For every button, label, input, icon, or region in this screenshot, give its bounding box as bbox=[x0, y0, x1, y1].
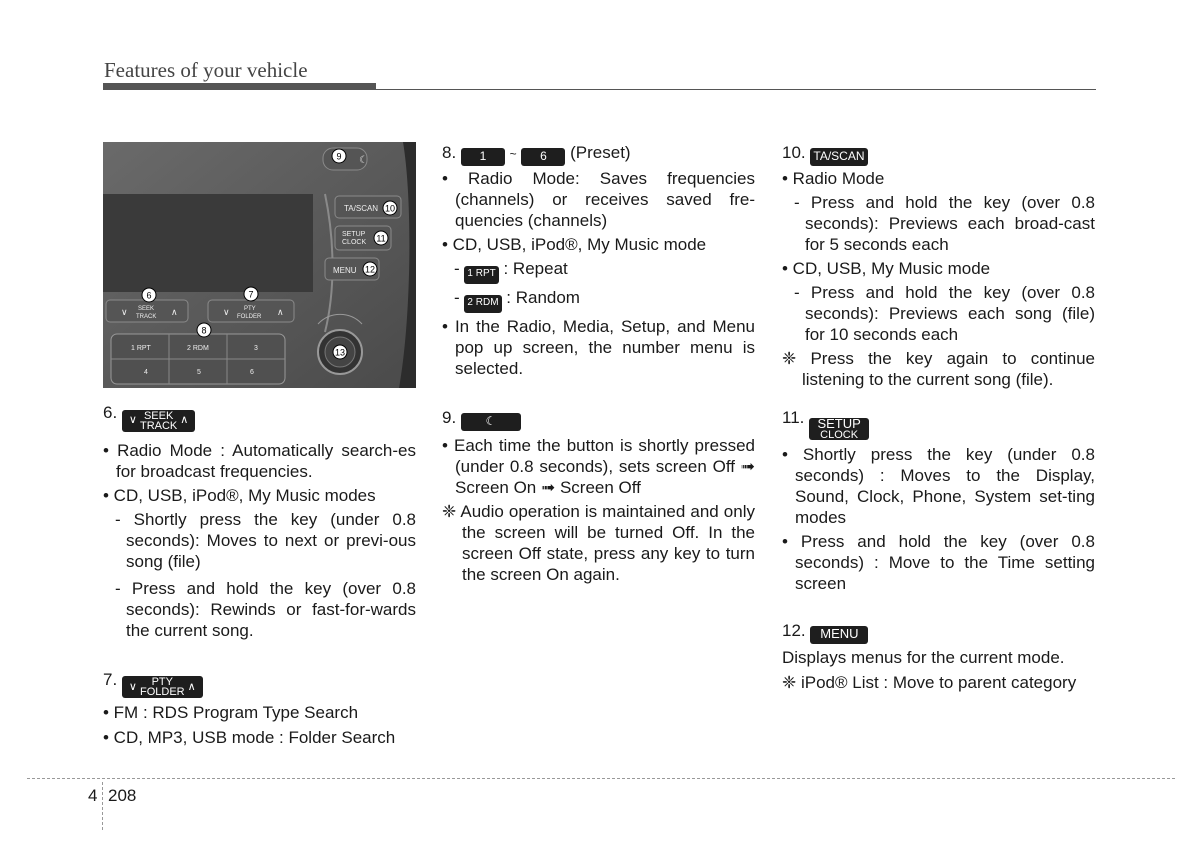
s10-dash-1: - Press and hold the key (over 0.8 seconds): Previews each broad-cast for 5 seconds each bbox=[794, 193, 1095, 254]
pty-key-bottom: FOLDER bbox=[139, 686, 185, 698]
s8-dash-1 bbox=[442, 258, 755, 284]
s7-bullet-2: • CD, MP3, USB mode : Folder Search bbox=[103, 728, 396, 747]
preset-hw-5: 5 bbox=[197, 369, 201, 376]
s10-note: ❈ Press the key again to continue listening to the current song (file). bbox=[782, 349, 1095, 389]
pty-folder-key bbox=[122, 676, 203, 698]
page-header-title: Features of your vehicle bbox=[104, 58, 308, 82]
s8-bullet-1: • Radio Mode: Saves frequencies (channels) or receives saved fre-quencies (channels) bbox=[442, 169, 755, 230]
menu-hw-label: MENU bbox=[333, 266, 357, 275]
callout-7: 7 bbox=[248, 289, 254, 300]
repeat-text: : Repeat bbox=[503, 259, 568, 278]
callout-10: 10 bbox=[384, 203, 396, 214]
preset-hw-4: 4 bbox=[144, 369, 148, 376]
preset-hw-6: 6 bbox=[250, 369, 254, 376]
pty-key-top: PTY bbox=[151, 676, 173, 688]
column-2 bbox=[442, 142, 755, 585]
preset-hw-3: 3 bbox=[254, 345, 258, 352]
s8-dash-2 bbox=[442, 287, 755, 313]
callout-12: 12 bbox=[364, 264, 376, 275]
preset-6-key: 6 bbox=[521, 148, 565, 166]
section-12-number: 12. bbox=[782, 621, 806, 640]
s9-note: ❈ Audio operation is maintained and only the screen will be turned Off. In the screen Off state, press any key to turn the screen On again. bbox=[442, 502, 755, 584]
section-11-heading bbox=[782, 407, 1095, 440]
random-text: : Random bbox=[506, 288, 580, 307]
seek-hw-label-top: SEEK bbox=[138, 306, 155, 312]
footer-divider bbox=[102, 782, 103, 830]
section-9-heading bbox=[442, 407, 755, 431]
page-number: 208 bbox=[108, 786, 137, 805]
callout-9: 9 bbox=[336, 151, 342, 162]
section-8-number: 8. bbox=[442, 143, 457, 162]
s12-text: Displays menus for the current mode. bbox=[782, 648, 1065, 667]
s6-dash-1: - Shortly press the key (under 0.8 seconds): Moves to next or previ-ous song (file) bbox=[115, 509, 416, 571]
s12-note: ❈ iPod® List : Move to parent category bbox=[782, 673, 1077, 692]
seek-key-bottom: TRACK bbox=[139, 419, 178, 432]
chevron-down-icon: ∨ bbox=[128, 680, 137, 693]
header-rule bbox=[376, 89, 1096, 90]
footer-rule bbox=[27, 778, 1175, 779]
svg-text:☾: ☾ bbox=[359, 155, 368, 166]
section-6-number: 6. bbox=[103, 403, 118, 422]
preset-hw-1: 1 RPT bbox=[131, 345, 151, 352]
chevron-up-icon: ∧ bbox=[180, 414, 189, 426]
setup-hw-label-bottom: CLOCK bbox=[342, 239, 367, 246]
section-12-heading bbox=[782, 620, 1095, 644]
callout-11: 11 bbox=[376, 233, 386, 244]
chapter-number: 4 bbox=[88, 786, 98, 805]
setup-key-bottom: CLOCK bbox=[820, 429, 859, 441]
s6-bullet-1: • Radio Mode : Automatically search-es for broadcast frequencies. bbox=[103, 440, 416, 481]
callout-6: 6 bbox=[146, 290, 152, 301]
menu-key: MENU bbox=[810, 626, 868, 644]
ta-scan-hw-label: TA/SCAN bbox=[344, 204, 379, 213]
svg-text:∨: ∨ bbox=[223, 308, 230, 318]
dash: - bbox=[454, 288, 460, 307]
audio-head-unit-photo bbox=[103, 142, 416, 388]
screen-off-key: ☾ bbox=[461, 413, 521, 431]
s6-dash-2: - Press and hold the key (over 0.8 seconds): Rewinds or fast-for-wards the current song. bbox=[115, 578, 416, 640]
svg-text:∨: ∨ bbox=[121, 308, 128, 318]
random-key: 2 RDM bbox=[464, 295, 501, 313]
setup-clock-key bbox=[809, 418, 869, 440]
s11-bullet-2: • Press and hold the key (over 0.8 seconds) : Move to the Time setting screen bbox=[782, 532, 1095, 593]
ta-scan-key: TA/SCAN bbox=[810, 148, 867, 166]
s10-bullet-1: • Radio Mode bbox=[782, 169, 885, 188]
callout-13: 13 bbox=[334, 347, 346, 358]
s8-bullet-3: • In the Radio, Media, Setup, and Menu pop up screen, the number menu is selected. bbox=[442, 317, 755, 378]
s11-bullet-1: • Shortly press the key (under 0.8 seconds) : Moves to the Display, Sound, Clock, Phone, System set-ting modes bbox=[782, 445, 1095, 527]
section-10-number: 10. bbox=[782, 143, 806, 162]
s10-dash-2: - Press and hold the key (over 0.8 seconds): Previews each song (file) for 10 seconds each bbox=[794, 283, 1095, 344]
chevron-down-icon: ∨ bbox=[128, 414, 137, 426]
chevron-up-icon: ∧ bbox=[187, 680, 196, 693]
section-7-number: 7. bbox=[103, 669, 118, 689]
repeat-key: 1 RPT bbox=[464, 266, 498, 284]
s6-bullet-2: • CD, USB, iPod®, My Music modes bbox=[103, 485, 376, 505]
svg-text:∧: ∧ bbox=[277, 308, 284, 318]
tilde: ~ bbox=[509, 147, 517, 161]
callout-8: 8 bbox=[201, 325, 207, 336]
setup-key-top: SETUP bbox=[817, 416, 861, 431]
section-11-number: 11. bbox=[782, 408, 805, 427]
preset-label: (Preset) bbox=[570, 143, 631, 162]
section-10-heading bbox=[782, 142, 1095, 166]
preset-hw-2: 2 RDM bbox=[187, 345, 209, 352]
s10-bullet-2: • CD, USB, My Music mode bbox=[782, 259, 991, 278]
column-1 bbox=[103, 402, 416, 748]
section-7-heading bbox=[103, 669, 416, 699]
setup-hw-label-top: SETUP bbox=[342, 231, 366, 238]
header-bar bbox=[103, 83, 376, 90]
seek-hw-label-bottom: TRACK bbox=[136, 314, 157, 320]
s9-bullet-1: • Each time the button is shortly pressed (under 0.8 seconds), sets screen Off ➟ Screen On ➟ Screen Off bbox=[442, 436, 755, 497]
s8-bullet-2: • CD, USB, iPod®, My Music mode bbox=[442, 235, 707, 254]
seek-key-top: SEEK bbox=[143, 409, 174, 422]
section-6-heading bbox=[103, 402, 416, 432]
svg-text:∧: ∧ bbox=[171, 308, 178, 318]
s7-bullet-1: • FM : RDS Program Type Search bbox=[103, 703, 359, 722]
pty-hw-label-bottom: FOLDER bbox=[237, 314, 262, 320]
section-9-number: 9. bbox=[442, 408, 457, 427]
section-8-heading bbox=[442, 142, 755, 166]
dash: - bbox=[454, 259, 460, 278]
pty-hw-label-top: PTY bbox=[244, 306, 256, 312]
preset-1-key: 1 bbox=[461, 148, 505, 166]
display-screen bbox=[103, 194, 313, 292]
column-3 bbox=[782, 142, 1095, 693]
seek-track-key bbox=[122, 410, 195, 432]
